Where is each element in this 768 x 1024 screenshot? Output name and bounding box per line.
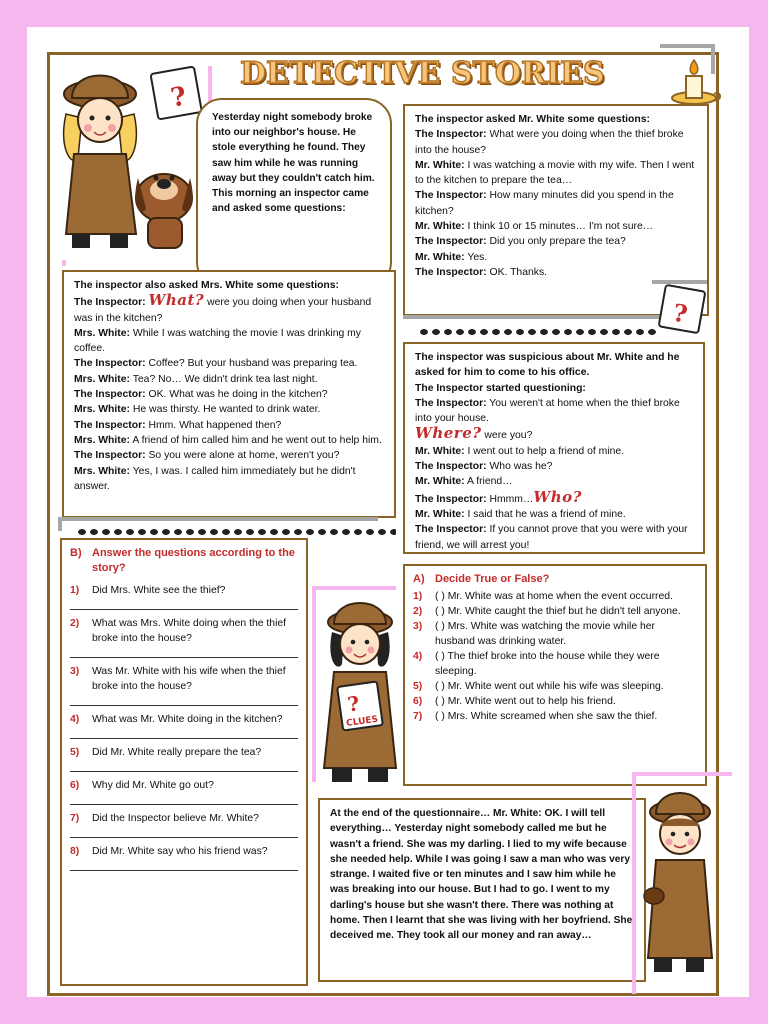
speaker-label: The Inspector: <box>415 129 487 141</box>
question-number: 7) <box>70 812 80 824</box>
section-b-questions <box>60 538 308 986</box>
dialog-line <box>74 433 384 448</box>
grey-corner-decor <box>660 44 715 48</box>
dialog-text: were you doing when your husband was in the kitchen? <box>74 297 372 324</box>
question-item <box>70 616 298 658</box>
speaker-label: The Inspector: <box>415 493 487 505</box>
speaker-label: Mrs. White: <box>74 465 130 477</box>
dialog-text: Did you only prepare the tea? <box>489 236 626 248</box>
item-number: 5) <box>413 681 423 693</box>
dialog-text: A friend… <box>466 476 513 488</box>
answer-line[interactable] <box>70 760 298 772</box>
speaker-label: The Inspector: <box>74 358 146 370</box>
speaker-label: Mr. White: <box>415 508 465 520</box>
question-number: 6) <box>70 779 80 791</box>
section-b-heading: Answer the questions according to the story? <box>92 547 295 575</box>
detective-boy-icon <box>640 782 720 988</box>
word-where: Where? <box>415 424 482 443</box>
item-text: ( ) The thief broke into the house while they were sleeping. <box>435 651 660 678</box>
speaker-label: Mrs. White: <box>74 404 130 416</box>
dialog-line <box>415 234 697 249</box>
speaker-label: Mrs. White: <box>74 327 130 339</box>
svg-text:?: ? <box>346 691 361 717</box>
question-text: Did Mr. White say who his friend was? <box>92 845 268 857</box>
dialog-text: Who was he? <box>489 461 553 473</box>
grey-corner-decor <box>58 517 378 521</box>
ending-text: At the end of the questionnaire… Mr. White: OK. I will tell everything… Yesterday night somebody called me but he wasn't a friend. She was my darling. I lied to my wife because she needed help. While I was going I saw a man who was very strange. I waited five or ten minutes and I saw him while he was breaking into our house. But I had to go. I went to my darling's house but she wasn't there. There was nothing at home. Then I learnt that she was living with her boyfriend. She deceived me. They took all our money and ran away… <box>330 808 633 942</box>
item-text: ( ) Mrs. White was watching the movie while her husband was drinking water. <box>435 621 656 648</box>
dialog-text: I went out to help a friend of mine. <box>467 445 625 457</box>
footprints-icon <box>76 528 396 536</box>
dialog-text: Hmm. What happened then? <box>148 419 282 431</box>
question-row <box>70 778 298 793</box>
pink-corner-decor <box>62 260 66 266</box>
true-false-item <box>413 604 697 619</box>
dialog-line <box>74 326 384 357</box>
speaker-label: Mr. White: <box>415 251 465 263</box>
question-item <box>70 745 298 772</box>
section-a-heading: Decide True or False? <box>435 573 550 585</box>
question-row <box>70 844 298 859</box>
answer-line[interactable] <box>70 727 298 739</box>
speaker-label: The Inspector: <box>74 450 146 462</box>
item-number: 2) <box>413 606 423 618</box>
item-number: 4) <box>413 651 423 663</box>
dialog-text: OK. Thanks. <box>489 266 548 278</box>
dialog-text: What were you doing when the thief broke into the house? <box>415 129 684 156</box>
mr-white-dialog-lines <box>415 127 697 280</box>
item-text: ( ) Mr. White went out while his wife was sleeping. <box>435 681 664 693</box>
intro-bubble <box>196 98 392 288</box>
dialog-text: A friend of him called him and he went out to help him. <box>132 434 382 446</box>
item-text: ( ) Mr. White was at home when the event occurred. <box>435 591 673 603</box>
candle-icon <box>666 54 722 106</box>
dialog-line <box>415 219 697 234</box>
speaker-label: The Inspector: <box>74 389 146 401</box>
grey-corner-decor <box>58 517 62 531</box>
question-text: Why did Mr. White go out? <box>92 779 214 791</box>
speaker-label: Mr. White: <box>415 476 465 488</box>
speaker-label: Mrs. White: <box>74 373 130 385</box>
answer-line[interactable] <box>70 598 298 610</box>
dialog-text: How many minutes did you spend in the kitchen? <box>415 190 674 217</box>
item-text: ( ) Mrs. White screamed when she saw the thief. <box>435 711 658 723</box>
dialog-text: were you? <box>484 430 533 442</box>
dialog-text: He was thirsty. He wanted to drink water. <box>132 404 321 416</box>
dialog-text: Tea? No… We didn't drink tea last night. <box>132 373 318 385</box>
question-text: Did Mr. White really prepare the tea? <box>92 746 262 758</box>
grey-corner-decor <box>403 315 663 319</box>
true-false-item <box>413 619 697 649</box>
dialog-text: So you were alone at home, weren't you? <box>148 450 340 462</box>
footprints-icon <box>418 328 656 336</box>
section-a-letter: A) <box>413 573 425 585</box>
question-row <box>70 745 298 760</box>
true-false-item <box>413 649 697 679</box>
dialog-line <box>415 158 697 189</box>
question-row <box>70 616 298 646</box>
mrs-white-dialog-lines <box>74 326 384 494</box>
question-text: Was Mr. White with his wife when the thief broke into the house? <box>92 665 286 692</box>
answer-line[interactable] <box>70 793 298 805</box>
section-a-true-false <box>403 564 707 786</box>
dialog-line <box>74 464 384 495</box>
office-dialog-heading: The inspector was suspicious about Mr. White and he asked for him to come to his office. <box>415 352 680 379</box>
dialog-text: You weren't at home when the thief broke into your house. <box>415 397 680 425</box>
dialog-text: Yes. <box>467 251 488 263</box>
speaker-label: The Inspector: <box>415 236 487 248</box>
true-false-item <box>413 709 697 724</box>
dialog-text: OK. What was he doing in the kitchen? <box>148 389 328 401</box>
pink-corner-decor <box>632 772 732 776</box>
speaker-label: Mr. White: <box>415 445 465 457</box>
answer-line[interactable] <box>70 646 298 658</box>
answer-line[interactable] <box>70 694 298 706</box>
question-number: 5) <box>70 746 80 758</box>
speaker-label: Mr. White: <box>415 221 465 233</box>
speaker-label: The Inspector: <box>415 190 487 202</box>
answer-line[interactable] <box>70 859 298 871</box>
speaker-label: Mr. White: <box>415 159 465 171</box>
office-dialog-heading2: The Inspector started questioning: <box>415 382 586 394</box>
dialog-text: I think 10 or 15 minutes… I'm not sure… <box>467 221 654 233</box>
question-row <box>70 811 298 826</box>
dialog-text: Coffee? But your husband was preparing tea. <box>148 358 358 370</box>
question-item <box>70 811 298 838</box>
section-b-letter: B) <box>70 547 82 559</box>
question-text: What was Mr. White doing in the kitchen? <box>92 713 283 725</box>
item-text: ( ) Mr. White went out to help his friend. <box>435 696 616 708</box>
item-number: 1) <box>413 591 423 603</box>
question-text: Did the Inspector believe Mr. White? <box>92 812 259 824</box>
question-item <box>70 844 298 871</box>
word-who: Who? <box>533 487 582 506</box>
dialog-text: If you cannot prove that you were with your friend, we will arrest you! <box>415 524 688 551</box>
dialog-line <box>74 448 384 463</box>
dialog-text: While I was watching the movie I was drinking my coffee. <box>74 327 361 355</box>
dialog-text: I was watching a movie with my wife. Then I went to the kitchen to prepare the tea… <box>415 159 695 187</box>
speaker-label: The Inspector: <box>415 266 487 278</box>
item-number: 3) <box>413 621 423 633</box>
speaker-label: The Inspector: <box>74 297 146 309</box>
answer-line[interactable] <box>70 826 298 838</box>
question-row <box>70 664 298 694</box>
true-false-item <box>413 694 697 709</box>
question-row <box>70 583 298 598</box>
item-text: ( ) Mr. White caught the thief but he didn't tell anyone. <box>435 606 681 618</box>
word-what: What? <box>148 291 205 310</box>
mrs-white-dialog-heading: The inspector also asked Mrs. White some questions: <box>74 280 340 291</box>
question-calendar-icon <box>656 282 710 336</box>
dialog-line <box>74 402 384 417</box>
svg-text:?: ? <box>168 81 189 114</box>
mrs-white-dialog <box>62 270 396 518</box>
dialog-text: Hmmm… <box>489 493 534 505</box>
question-text: What was Mrs. White doing when the thief broke into the house? <box>92 617 287 644</box>
true-false-item <box>413 679 697 694</box>
dialog-line <box>415 127 697 158</box>
speaker-label: The Inspector: <box>415 461 487 473</box>
dialog-text: Yes, I was. I called him immediately but he didn't answer. <box>74 465 356 492</box>
clues-label: CLUES <box>345 714 379 730</box>
question-number: 3) <box>70 665 80 677</box>
pink-corner-decor <box>312 586 396 590</box>
item-number: 6) <box>413 696 423 708</box>
svg-text:?: ? <box>670 297 690 329</box>
question-item <box>70 583 298 610</box>
detective-girl-clues-icon <box>316 592 406 800</box>
speaker-label: The Inspector: <box>74 419 146 431</box>
question-text: Did Mrs. White see the thief? <box>92 584 226 596</box>
speaker-label: Mrs. White: <box>74 434 130 446</box>
ending-story <box>318 798 646 982</box>
section-a-item-list <box>413 589 697 724</box>
dialog-line <box>74 372 384 387</box>
question-item <box>70 664 298 706</box>
question-row <box>70 712 298 727</box>
dialog-line <box>74 356 384 371</box>
question-number: 1) <box>70 584 80 596</box>
intro-text: Yesterday night somebody broke into our neighbor's house. He stole everything he found. They saw him while he was running away but they couldn't catch him. This morning an inspector came and asked some questions: <box>212 112 375 215</box>
true-false-item <box>413 589 697 604</box>
dialog-line <box>415 188 697 219</box>
page-title: DETECTIVE STORIES <box>240 56 605 91</box>
dialog-line <box>415 250 697 265</box>
dialog-text: I said that he was a friend of mine. <box>467 508 626 520</box>
dialog-line <box>415 265 697 280</box>
pink-corner-decor <box>632 772 636 994</box>
speaker-label: The Inspector: <box>415 524 487 536</box>
dialog-line <box>74 418 384 433</box>
item-number: 7) <box>413 711 423 723</box>
question-item <box>70 778 298 805</box>
speaker-label: The Inspector: <box>415 397 487 409</box>
office-dialog <box>403 342 705 554</box>
dialog-line <box>74 387 384 402</box>
mr-white-dialog-heading: The inspector asked Mr. White some questions: <box>415 114 650 125</box>
pink-corner-decor <box>312 586 316 782</box>
question-number: 4) <box>70 713 80 725</box>
section-b-question-list <box>70 583 298 871</box>
question-number: 2) <box>70 617 80 629</box>
question-number: 8) <box>70 845 80 857</box>
question-item <box>70 712 298 739</box>
